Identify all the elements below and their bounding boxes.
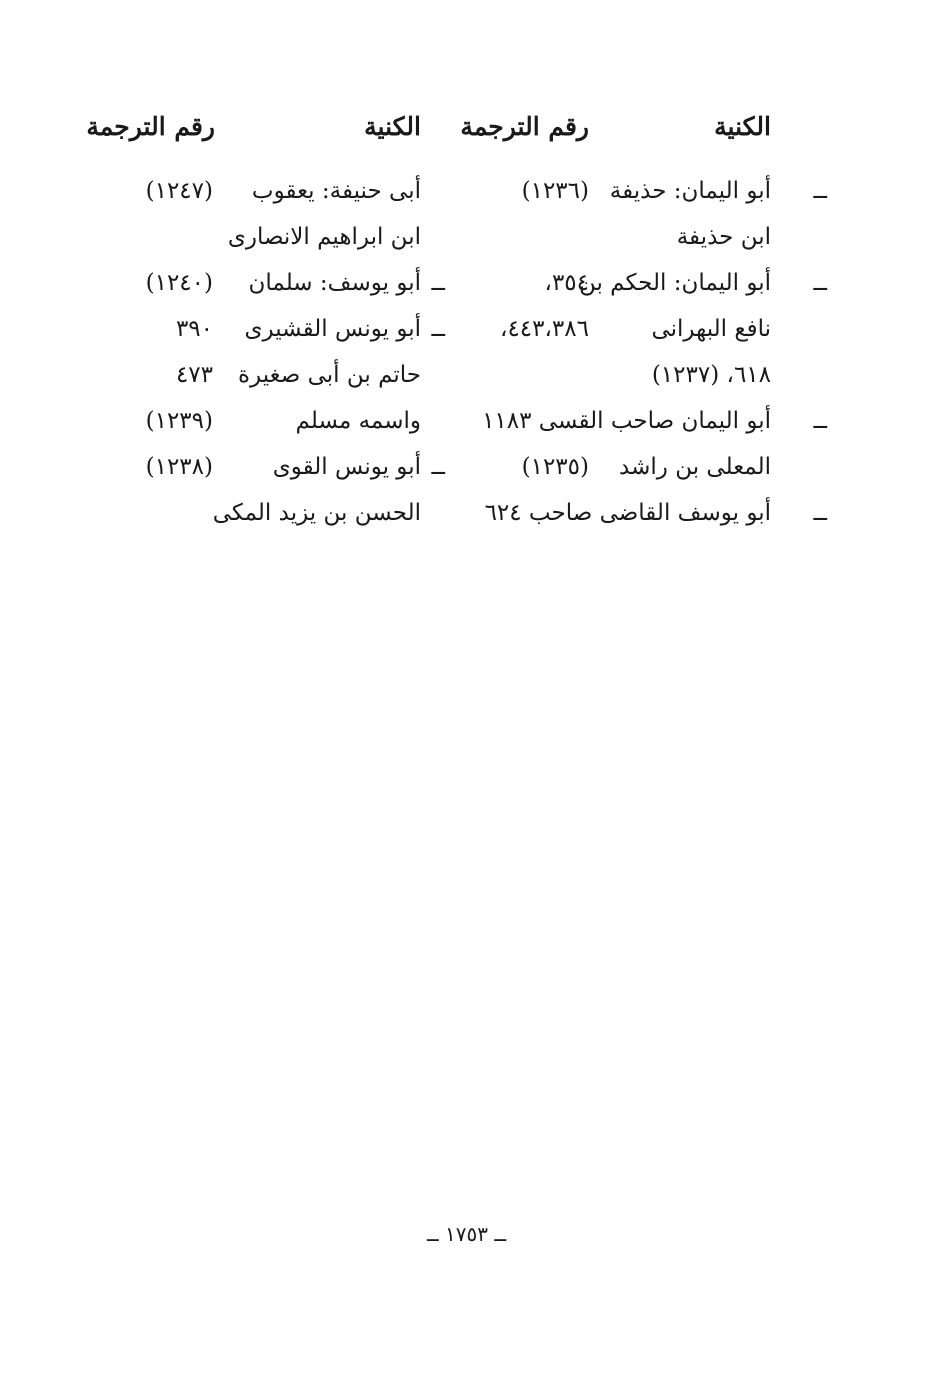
- left-number-4: ٣٩٠: [175, 316, 213, 342]
- header-left-number: رقم الترجمة: [86, 112, 215, 141]
- right-number-7: (١٢٣٥): [521, 454, 589, 480]
- right-kunya-5: ٦١٨، (١٢٣٧): [651, 362, 771, 388]
- left-kunya-6: واسمه مسلم: [295, 408, 421, 434]
- right-kunya-8: أبو يوسف القاضى صاحب ٦٢٤: [484, 500, 771, 526]
- left-kunya-7: أبو يونس القوى: [272, 454, 421, 480]
- right-number-1: (١٢٣٦): [521, 178, 589, 204]
- left-number-6: (١٢٣٩): [145, 408, 213, 434]
- right-kunya-6: أبو اليمان صاحب القسى ١١٨٣: [482, 408, 771, 434]
- entry-dash: ــ: [813, 270, 827, 296]
- right-kunya-1: أبو اليمان: حذيفة: [609, 178, 771, 204]
- left-kunya-3: أبو يوسف: سلمان: [248, 270, 421, 296]
- entry-dash: ــ: [813, 178, 827, 204]
- header-left-kunya: الكنية: [364, 112, 421, 141]
- left-kunya-4: أبو يونس القشيرى: [244, 316, 421, 342]
- left-kunya-5: حاتم بن أبى صغيرة: [237, 362, 421, 388]
- left-kunya-2: ابن ابراهيم الانصارى: [227, 224, 421, 250]
- right-number-3: ٣٥٤،: [544, 270, 589, 296]
- right-kunya-3: أبو اليمان: الحكم بن: [578, 270, 771, 296]
- left-number-1: (١٢٤٧): [145, 178, 213, 204]
- left-number-3: (١٢٤٠): [145, 270, 213, 296]
- right-number-4: ٤٤٣،٣٨٦،: [500, 316, 589, 342]
- left-number-7: (١٢٣٨): [145, 454, 213, 480]
- page-number: ــ ١٧٥٣ ــ: [426, 1222, 507, 1246]
- header-right-number: رقم الترجمة: [460, 112, 589, 141]
- left-kunya-1: أبى حنيفة: يعقوب: [251, 178, 421, 204]
- entry-dash: ــ: [431, 454, 445, 480]
- header-right-kunya: الكنية: [714, 112, 771, 141]
- right-kunya-7: المعلى بن راشد: [619, 454, 771, 480]
- right-kunya-2: ابن حذيفة: [676, 224, 771, 250]
- entry-dash: ــ: [813, 408, 827, 434]
- left-kunya-8: الحسن بن يزيد المكى: [212, 500, 421, 526]
- right-kunya-4: نافع البهرانى: [651, 316, 771, 342]
- entry-dash: ــ: [431, 316, 445, 342]
- entry-dash: ــ: [431, 270, 445, 296]
- entry-dash: ــ: [813, 500, 827, 526]
- left-number-5: ٤٧٣: [175, 362, 213, 388]
